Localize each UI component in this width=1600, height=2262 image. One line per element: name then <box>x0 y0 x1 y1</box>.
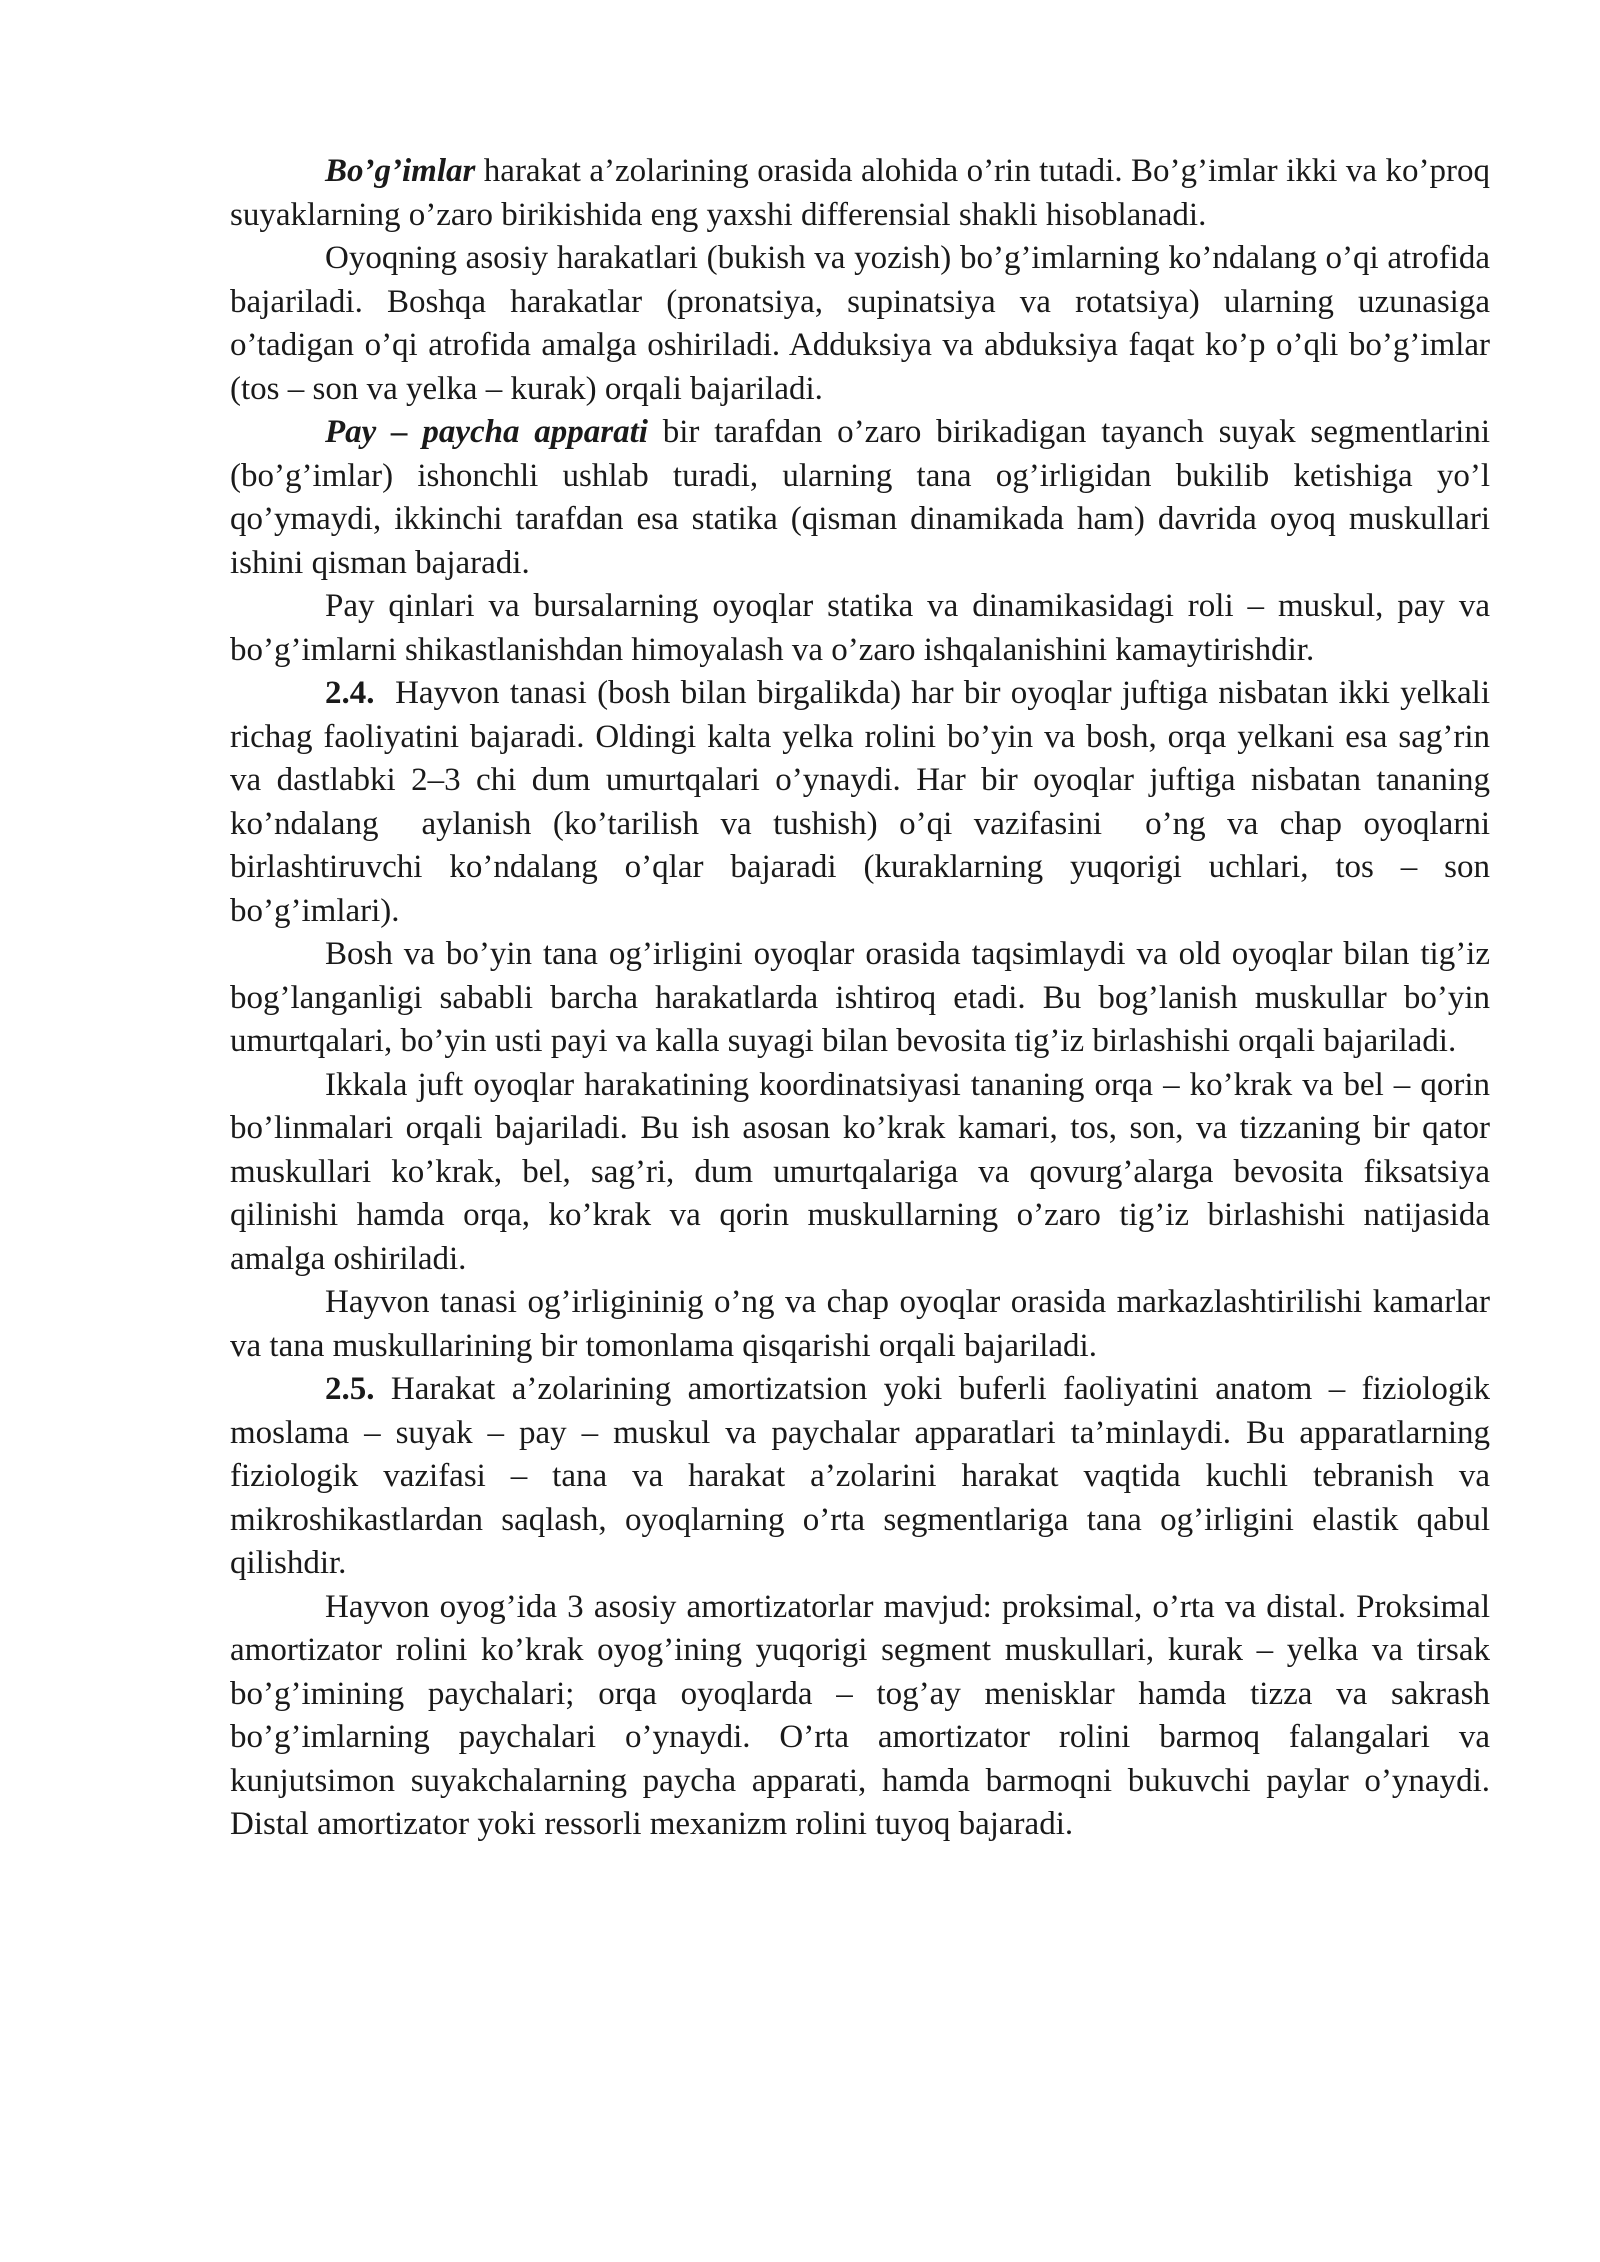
section-number-2-5: 2.5. <box>325 1371 375 1407</box>
term-pay-paycha-apparati: Pay – paycha apparati <box>325 414 648 450</box>
paragraph-bogimlar <box>230 150 1490 237</box>
paragraph-text: harakat a’zolarining orasida alohida o’rin tutadi. Bo’g’imlar ikki va ko’proq suyaklarning o’zaro birikishida eng yaxshi differensial shakli hisoblanadi. <box>230 153 1490 233</box>
paragraph-text: Pay qinlari va bursalarning oyoqlar statika va dinamikasidagi roli – muskul, pay va bo’g’imlarni shikastlanishdan himoyalash va o’zaro ishqalanishini kamaytirishdir. <box>230 588 1490 668</box>
section-number-2-4: 2.4. <box>325 675 375 711</box>
paragraph-text: bir tarafdan o’zaro birikadigan tayanch suyak segmentlarini (bo’g’imlar) ishonchli ushlab turadi, ularning tana og’irligidan bukilib ketishiga yo’l qo’ymaydi, ikkinchi tarafdan esa statika (qisman dinamikada ham) davrida oyoq muskullari ishini qisman bajaradi. <box>230 414 1490 581</box>
paragraph-text: Oyoqning asosiy harakatlari (bukish va yozish) bo’g’imlarning ko’ndalang o’qi atrofida bajariladi. Boshqa harakatlar (pronatsiya, supinatsiya va rotatsiya) ularning uzunasiga o’tadigan o’qi atrofida amalga oshiriladi. Adduksiya va abduksiya faqat ko’p o’qli bo’g’imlar (tos – son va yelka – kurak) orqali bajariladi. <box>230 240 1490 407</box>
term-bogimlar: Bo’g’imlar <box>325 153 476 189</box>
paragraph-markazlashtirish <box>230 1281 1490 1368</box>
paragraph-text: Hayvon tanasi og’irligininig o’ng va chap oyoqlar orasida markazlashtirilishi kamarlar va tana muskullarining bir tomonlama qisqarishi orqali bajariladi. <box>230 1284 1490 1364</box>
paragraph-text: Harakat a’zolarining amortizatsion yoki buferli faoliyatini anatom – fiziologik moslama – suyak – pay – muskul va paychalar apparatlari ta’minlaydi. Bu apparatlarning fiziologik vazifasi – tana va harakat a’zolarini harakat vaqtida kuchli tebranish va mikroshikastlardan saqlash, oyoqlarning o’rta segmentlariga tana og’irligini elastik qabul qilishdir. <box>230 1371 1490 1581</box>
paragraph-amortizatorlar <box>230 1586 1490 1847</box>
paragraph-section-2-5 <box>230 1368 1490 1586</box>
paragraph-text: Hayvon tanasi (bosh bilan birgalikda) har bir oyoqlar juftiga nisbatan ikki yelkali richag faoliyatini bajaradi. Oldingi kalta yelka rolini bo’yin va bosh, orqa yelkani esa sag’rin va dastlabki 2–3 chi dum umurtqalari o’ynaydi. Har bir oyoqlar juftiga nisbatan tananing ko’ndalang aylanish (ko’tarilish va tushish) o’qi vazifasini o’ng va chap oyoqlarni birlashtiruvchi ko’ndalang o’qlar bajaradi (kuraklarning yuqorigi uchlari, tos – son bo’g’imlari). <box>230 675 1499 929</box>
paragraph-text: Hayvon oyog’ida 3 asosiy amortizatorlar mavjud: proksimal, o’rta va distal. Proksimal amortizator rolini ko’krak oyog’ining yuqorigi segment muskullari, kurak – yelka va tirsak bo’g’imining paychalari; orqa oyoqlarda – tog’ay menisklar hamda tizza va sakrash bo’g’imlarning paychalari o’ynaydi. O’rta amortizator rolini barmoq falangalari va kunjutsimon suyakchalarning paycha apparati, hamda barmoqni bukuvchi paylar o’ynaydi. Distal amortizator yoki ressorli mexanizm rolini tuyoq bajaradi. <box>230 1588 1490 1842</box>
paragraph-koordinatsiya <box>230 1064 1490 1282</box>
paragraph-text: Ikkala juft oyoqlar harakatining koordinatsiyasi tananing orqa – ko’krak va bel – qorin bo’linmalari orqali bajariladi. Bu ish asosan ko’krak kamari, tos, son, va tizzaning bir qator muskullari ko’krak, bel, sag’ri, dum umurtqalariga va qovurg’alarga bevosita fiksatsiya qilinishi hamda orqa, ko’krak va qorin muskullarning o’zaro tig’iz birlashishi natijasida amalga oshiriladi. <box>230 1066 1490 1277</box>
paragraph-oyoq-harakatlari <box>230 237 1490 411</box>
paragraph-section-2-4 <box>230 672 1499 933</box>
document-page <box>230 150 1499 1847</box>
paragraph-text: Bosh va bo’yin tana og’irligini oyoqlar orasida taqsimlaydi va old oyoqlar bilan tig’iz bog’langanligi sababli barcha harakatlarda ishtiroq etadi. Bu bog’lanish muskullar bo’yin umurtqalari, bo’yin usti payi va kalla suyagi bilan bevosita tig’iz birlashishi orqali bajariladi. <box>230 936 1490 1059</box>
paragraph-bosh-boyin <box>230 933 1490 1064</box>
paragraph-pay-qinlari <box>230 585 1490 672</box>
paragraph-pay-paycha <box>230 411 1490 585</box>
